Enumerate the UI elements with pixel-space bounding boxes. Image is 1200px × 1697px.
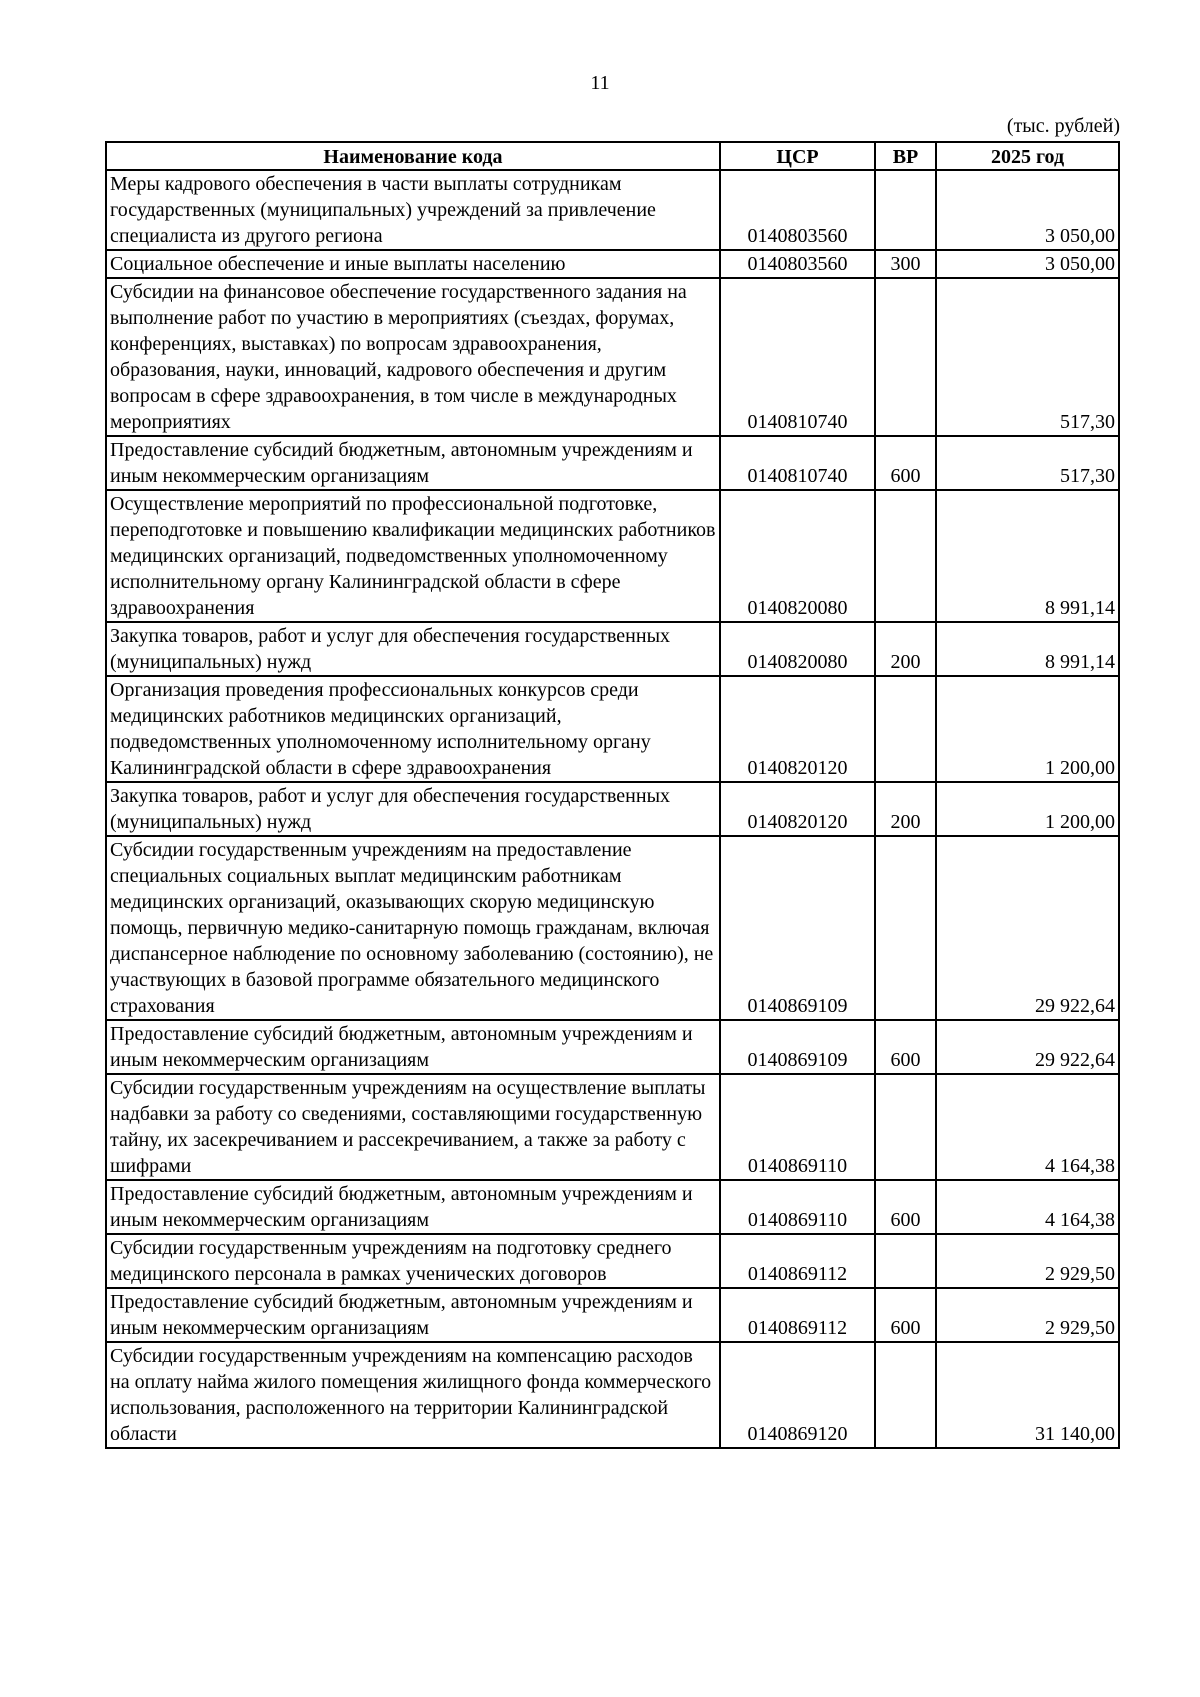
row-csr-cell: 0140820120 xyxy=(720,782,875,836)
table-row xyxy=(106,436,1119,490)
row-name-cell: Предоставление субсидий бюджетным, автономным учреждениям и иным некоммерческим организациям xyxy=(106,436,720,490)
table-row xyxy=(106,622,1119,676)
row-amount-cell: 4 164,38 xyxy=(936,1074,1119,1180)
row-amount-cell: 2 929,50 xyxy=(936,1288,1119,1342)
row-name-cell: Закупка товаров, работ и услуг для обеспечения государственных (муниципальных) нужд xyxy=(106,782,720,836)
table-body xyxy=(106,170,1119,1448)
row-name-cell: Осуществление мероприятий по профессиональной подготовке, переподготовке и повышению квалификации медицинских работников медицинских организаций, подведомственных уполномоченному исполнительному органу Калининградской области в сфере здравоохранения xyxy=(106,490,720,622)
header-name: Наименование кода xyxy=(106,142,720,170)
table-row xyxy=(106,250,1119,278)
row-vr-cell xyxy=(875,170,936,250)
row-vr-cell: 200 xyxy=(875,622,936,676)
row-csr-cell: 0140803560 xyxy=(720,250,875,278)
row-name-cell: Организация проведения профессиональных конкурсов среди медицинских работников медицинских организаций, подведомственных уполномоченному исполнительному органу Калининградской области в сфере здравоохранения xyxy=(106,676,720,782)
row-vr-cell xyxy=(875,490,936,622)
row-amount-cell: 4 164,38 xyxy=(936,1180,1119,1234)
header-year: 2025 год xyxy=(936,142,1119,170)
row-vr-cell: 600 xyxy=(875,1180,936,1234)
row-amount-cell: 29 922,64 xyxy=(936,836,1119,1020)
row-csr-cell: 0140869109 xyxy=(720,1020,875,1074)
table-row xyxy=(106,836,1119,1020)
row-vr-cell: 200 xyxy=(875,782,936,836)
row-csr-cell: 0140803560 xyxy=(720,170,875,250)
row-amount-cell: 3 050,00 xyxy=(936,250,1119,278)
table-row xyxy=(106,1234,1119,1288)
row-amount-cell: 8 991,14 xyxy=(936,622,1119,676)
row-csr-cell: 0140869110 xyxy=(720,1074,875,1180)
row-amount-cell: 31 140,00 xyxy=(936,1342,1119,1448)
row-vr-cell xyxy=(875,1342,936,1448)
table-row xyxy=(106,170,1119,250)
row-csr-cell: 0140820080 xyxy=(720,622,875,676)
units-label: (тыс. рублей) xyxy=(1006,115,1120,137)
row-vr-cell xyxy=(875,1234,936,1288)
row-name-cell: Предоставление субсидий бюджетным, автономным учреждениям и иным некоммерческим организациям xyxy=(106,1020,720,1074)
row-amount-cell: 2 929,50 xyxy=(936,1234,1119,1288)
row-name-cell: Субсидии государственным учреждениям на компенсацию расходов на оплату найма жилого помещения жилищного фонда коммерческого использования, расположенного на территории Калининградской области xyxy=(106,1342,720,1448)
row-vr-cell: 600 xyxy=(875,1288,936,1342)
row-csr-cell: 0140810740 xyxy=(720,278,875,436)
row-csr-cell: 0140820080 xyxy=(720,490,875,622)
row-vr-cell xyxy=(875,1074,936,1180)
row-amount-cell: 1 200,00 xyxy=(936,782,1119,836)
row-amount-cell: 1 200,00 xyxy=(936,676,1119,782)
page-number: 11 xyxy=(590,72,610,94)
table-row xyxy=(106,278,1119,436)
row-name-cell: Субсидии государственным учреждениям на осуществление выплаты надбавки за работу со сведениями, составляющими государственную тайну, их засекречиванием и рассекречиванием, а также за работу с шифрами xyxy=(106,1074,720,1180)
row-amount-cell: 517,30 xyxy=(936,436,1119,490)
row-name-cell: Субсидии на финансовое обеспечение государственного задания на выполнение работ по участию в мероприятиях (съездах, форумах, конференциях, выставках) по вопросам здравоохранения, образования, науки, инноваций, кадрового обеспечения и другим вопросам в сфере здравоохранения, в том числе в международных мероприятиях xyxy=(106,278,720,436)
header-vr: ВР xyxy=(875,142,936,170)
row-vr-cell: 600 xyxy=(875,1020,936,1074)
row-amount-cell: 8 991,14 xyxy=(936,490,1119,622)
table-header xyxy=(106,142,1119,170)
table-row xyxy=(106,1342,1119,1448)
row-csr-cell: 0140869120 xyxy=(720,1342,875,1448)
row-csr-cell: 0140810740 xyxy=(720,436,875,490)
header-csr: ЦСР xyxy=(720,142,875,170)
table-row xyxy=(106,1180,1119,1234)
row-amount-cell: 517,30 xyxy=(936,278,1119,436)
row-name-cell: Предоставление субсидий бюджетным, автономным учреждениям и иным некоммерческим организациям xyxy=(106,1180,720,1234)
table-row xyxy=(106,490,1119,622)
row-name-cell: Социальное обеспечение и иные выплаты населению xyxy=(106,250,720,278)
table-row xyxy=(106,1020,1119,1074)
row-amount-cell: 3 050,00 xyxy=(936,170,1119,250)
header-row xyxy=(106,142,1119,170)
row-name-cell: Меры кадрового обеспечения в части выплаты сотрудникам государственных (муниципальных) учреждений за привлечение специалиста из другого региона xyxy=(106,170,720,250)
row-vr-cell xyxy=(875,676,936,782)
row-name-cell: Предоставление субсидий бюджетным, автономным учреждениям и иным некоммерческим организациям xyxy=(106,1288,720,1342)
row-name-cell: Субсидии государственным учреждениям на предоставление специальных социальных выплат медицинским работникам медицинских организаций, оказывающих скорую медицинскую помощь, первичную медико-санитарную помощь гражданам, включая диспансерное наблюдение по основному заболеванию (состоянию), не участвующих в базовой программе обязательного медицинского страхования xyxy=(106,836,720,1020)
row-vr-cell xyxy=(875,836,936,1020)
row-amount-cell: 29 922,64 xyxy=(936,1020,1119,1074)
row-csr-cell: 0140869112 xyxy=(720,1234,875,1288)
row-vr-cell: 300 xyxy=(875,250,936,278)
table-row xyxy=(106,676,1119,782)
table-row xyxy=(106,1288,1119,1342)
table-row xyxy=(106,782,1119,836)
budget-table xyxy=(105,141,1120,1449)
row-name-cell: Закупка товаров, работ и услуг для обеспечения государственных (муниципальных) нужд xyxy=(106,622,720,676)
row-csr-cell: 0140869109 xyxy=(720,836,875,1020)
table-row xyxy=(106,1074,1119,1180)
row-vr-cell xyxy=(875,278,936,436)
row-csr-cell: 0140820120 xyxy=(720,676,875,782)
row-vr-cell: 600 xyxy=(875,436,936,490)
row-csr-cell: 0140869112 xyxy=(720,1288,875,1342)
row-name-cell: Субсидии государственным учреждениям на подготовку среднего медицинского персонала в рамках ученических договоров xyxy=(106,1234,720,1288)
row-csr-cell: 0140869110 xyxy=(720,1180,875,1234)
